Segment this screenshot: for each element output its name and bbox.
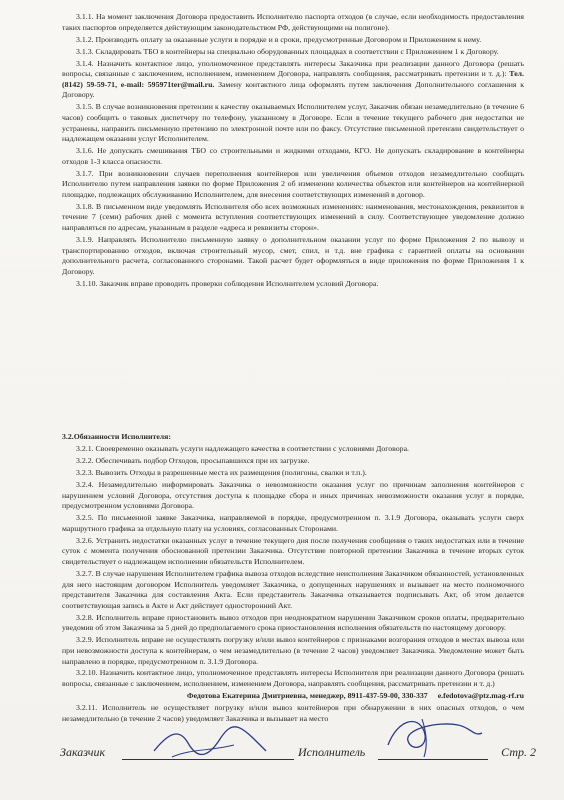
clause-3-1-4-tail: Замену контактного лица оформлять путем заключения Дополнительного соглашения к Договору. — [62, 79, 524, 100]
customer-signature-icon — [150, 721, 270, 763]
executor-signature-icon — [378, 711, 488, 761]
clause-3-1-4 — [62, 59, 524, 101]
clause-3-2-11: 3.2.11. Исполнитель не осуществляет погрузку и/или вывоз контейнеров при обнаружении в них опасных отходов, о чем незамедлительно (в течение 2 часов) уведомляет Заказчика и вызывает на место — [62, 703, 524, 723]
clause-3-1-6: 3.1.6. Не допускать смешивания ТБО со строительными и жидкими отходами, КГО. Не допускать складирование в контейнеры отходов 1-3 класса опасности. — [62, 146, 524, 166]
customer-contact-details: Тел.(8142) 59-59-71, e-mail: 595971ter@mail.ru. — [62, 69, 524, 89]
clause-3-2-1: 3.2.1. Своевременно оказывать услуги надлежащего качества в соответствии с условиями Договора. — [76, 444, 409, 454]
executor-label: Исполнитель — [298, 745, 366, 759]
executor-obligations — [62, 432, 524, 726]
executor-contact-person: Федотова Екатерина Дмитриевна, менеджер, 8911-437-59-00, 330-337 — [186, 691, 428, 701]
clause-3-1-8: 3.1.8. В письменном виде уведомлять Исполнителя обо всех возможных изменениях: наименования, местонахождения, реквизитов в течение 7 (семи) рабочих дней с момента вступления соответствующих изменений в силу. Соответствующее уведомление должно направляться по адресам, указанным в разделе «адреса и реквизиты сторон». — [62, 201, 524, 233]
clause-3-2-7: 3.2.7. В случае нарушения Исполнителем графика вывоза отходов вследствие неисполнения Заказчиком обязанностей, установленных для него настоящим договором Исполнитель уведомляет Заказчика, о допущенных нарушениях и вызывает на место полномочного представителя Заказчика для составления Акта. Если представитель Заказчика отказывается подписывать Акт, об этом делается соответствующая запись в Акте и Акт действует односторонний Акт. — [62, 568, 524, 610]
clause-3-1-9: 3.1.9. Направлять Исполнителю письменную заявку о дополнительном оказании услуг по форме Приложения 2 по вывозу и транспортированию отходов, включая строительный мусор, смет, спил, и т.д. вне графика с гарантией оплаты на основании дополнительного расчета, согласованного сторонами. Такой расчет будет оформляться в виде приложения по форме Приложения 1 к Договору. — [62, 235, 524, 276]
clause-3-1-10: 3.1.10. Заказчик вправе проводить проверки соблюдения Исполнителем условий Договора. — [76, 278, 379, 288]
clause-3-2-4: 3.2.4. Незамедлительно информировать Заказчика о невозможности оказания услуг по причинам заполнения контейнеров с нарушением условий Договора, отсутствия доступа к площадке сбора и иных причинах невозможности оказания услуг в порядке, предусмотренном условиями Договора. — [62, 480, 524, 511]
executor-contact — [62, 691, 524, 702]
clause-3-1-7: 3.1.7. При возникновении случаев переполнения контейнеров или увеличения объемов отходов незамедлительно сообщать Исполнителю путем направления заявки по форме Приложения 2 об изменении количества объектов или контейнеров на контейнерной площадке, подлежащих обслуживанию Исполнителем, для внесения соответствующих изменений в договор. — [62, 168, 524, 199]
clause-3-2-5: 3.2.5. По письменной заявке Заказчика, направляемой в порядке, предусмотренном п. 3.1.9 Договора, оказывать услуги сверх маршрутного графика за отдельную плату на условиях, согласованных Сторонами. — [62, 513, 524, 533]
clause-3-2-9: 3.2.9. Исполнитель вправе не осуществлять погрузку и/или вывоз контейнеров с признаками возгорания отходов в местах вывоза или при невозможности доступа к контейнерам, о чем незамедлительно (в течение 2 часов) уведомляет Заказчика. Уведомление может быть направлено в порядке, предусмотренном п. 3.1.9 Договора. — [62, 635, 524, 666]
clause-3-1-5: 3.1.5. В случае возникновения претензии к качеству оказываемых Исполнителем услуг, Заказчик обязан незамедлительно (в течение 6 часов) сообщить о таковых диспетчеру по телефону, указанному в Договоре. Если в течение текущего рабочего дня недостатки не устранены, направить письменную претензию по электронной почте или по факсу. Отсутствие письменной претензии свидетельствует о надлежащем оказании услуг Исполнителем. — [62, 102, 524, 144]
clause-3-2-6: 3.2.6. Устранить недостатки оказанных услуг в течение текущего дня после получения сообщения о таких недостатках или в течение суток с момента получения обоснованной претензии Заказчика. Отсутствие повторной претензии Заказчика в течение вторых суток свидетельствует о надлежащем исполнении обязательств Исполнителем. — [62, 535, 524, 566]
clause-3-1-3: 3.1.3. Складировать ТБО в контейнеры на специально оборудованных площадках в соответствии с Приложением 1 к Договору. — [76, 46, 499, 56]
clause-3-2-3: 3.2.3. Вывозить Отходы в разрешенные места их размещения (полигоны, свалки и т.п.). — [76, 468, 367, 478]
clause-3-1-4-text: 3.1.4. Назначить контактное лицо, уполномоченное представлять интересы Заказчика при реализации данного Договора (решать вопросы, связанные с заключением, исполнением, изменением Договора, направлять сообщения, рассматривать претензии и т. д.): — [62, 58, 524, 79]
clause-3-2-8: 3.2.8. Исполнитель вправе приостановить вывоз отходов при неоднократном нарушении Заказчиком сроков оплаты, предварительно уведомив об этом Заказчика за 5 дней до предполагаемого срока приостановления исполнения обязательств по настоящему договору. — [62, 612, 524, 633]
section-heading: 3.2.Обязанности Исполнителя: — [62, 432, 171, 441]
page-number: Стр. 2 — [501, 745, 536, 759]
customer-label: Заказчик — [60, 745, 106, 759]
clause-3-2-10: 3.2.10. Назначить контактное лицо, уполномоченное представлять интересы Исполнителя при реализации данного Договора (решать вопросы, связанные с заключением, исполнением, изменением Договора, направлять сообщения, рассматривать претензии и т. д.) — [62, 668, 524, 689]
executor-contact-email: e.fedotova@ptz.mag-rf.ru — [437, 691, 524, 701]
clause-3-2-2: 3.2.2. Обеспечивать подбор Отходов, просыпавшихся при их загрузке. — [76, 456, 310, 466]
top-clauses — [62, 12, 524, 291]
clause-3-1-2: 3.1.2. Производить оплату за оказанные услуги в порядке и в сроки, предусмотренные Договором и Приложением к нему. — [76, 34, 482, 44]
clause-3-1-1: 3.1.1. На момент заключения Договора предоставить Исполнителю паспорта отходов (в случае, если необходимость предоставления таких паспортов определяется действующим законодательством РФ, действующими на полигоне). — [62, 12, 524, 32]
signature-footer — [60, 737, 536, 767]
